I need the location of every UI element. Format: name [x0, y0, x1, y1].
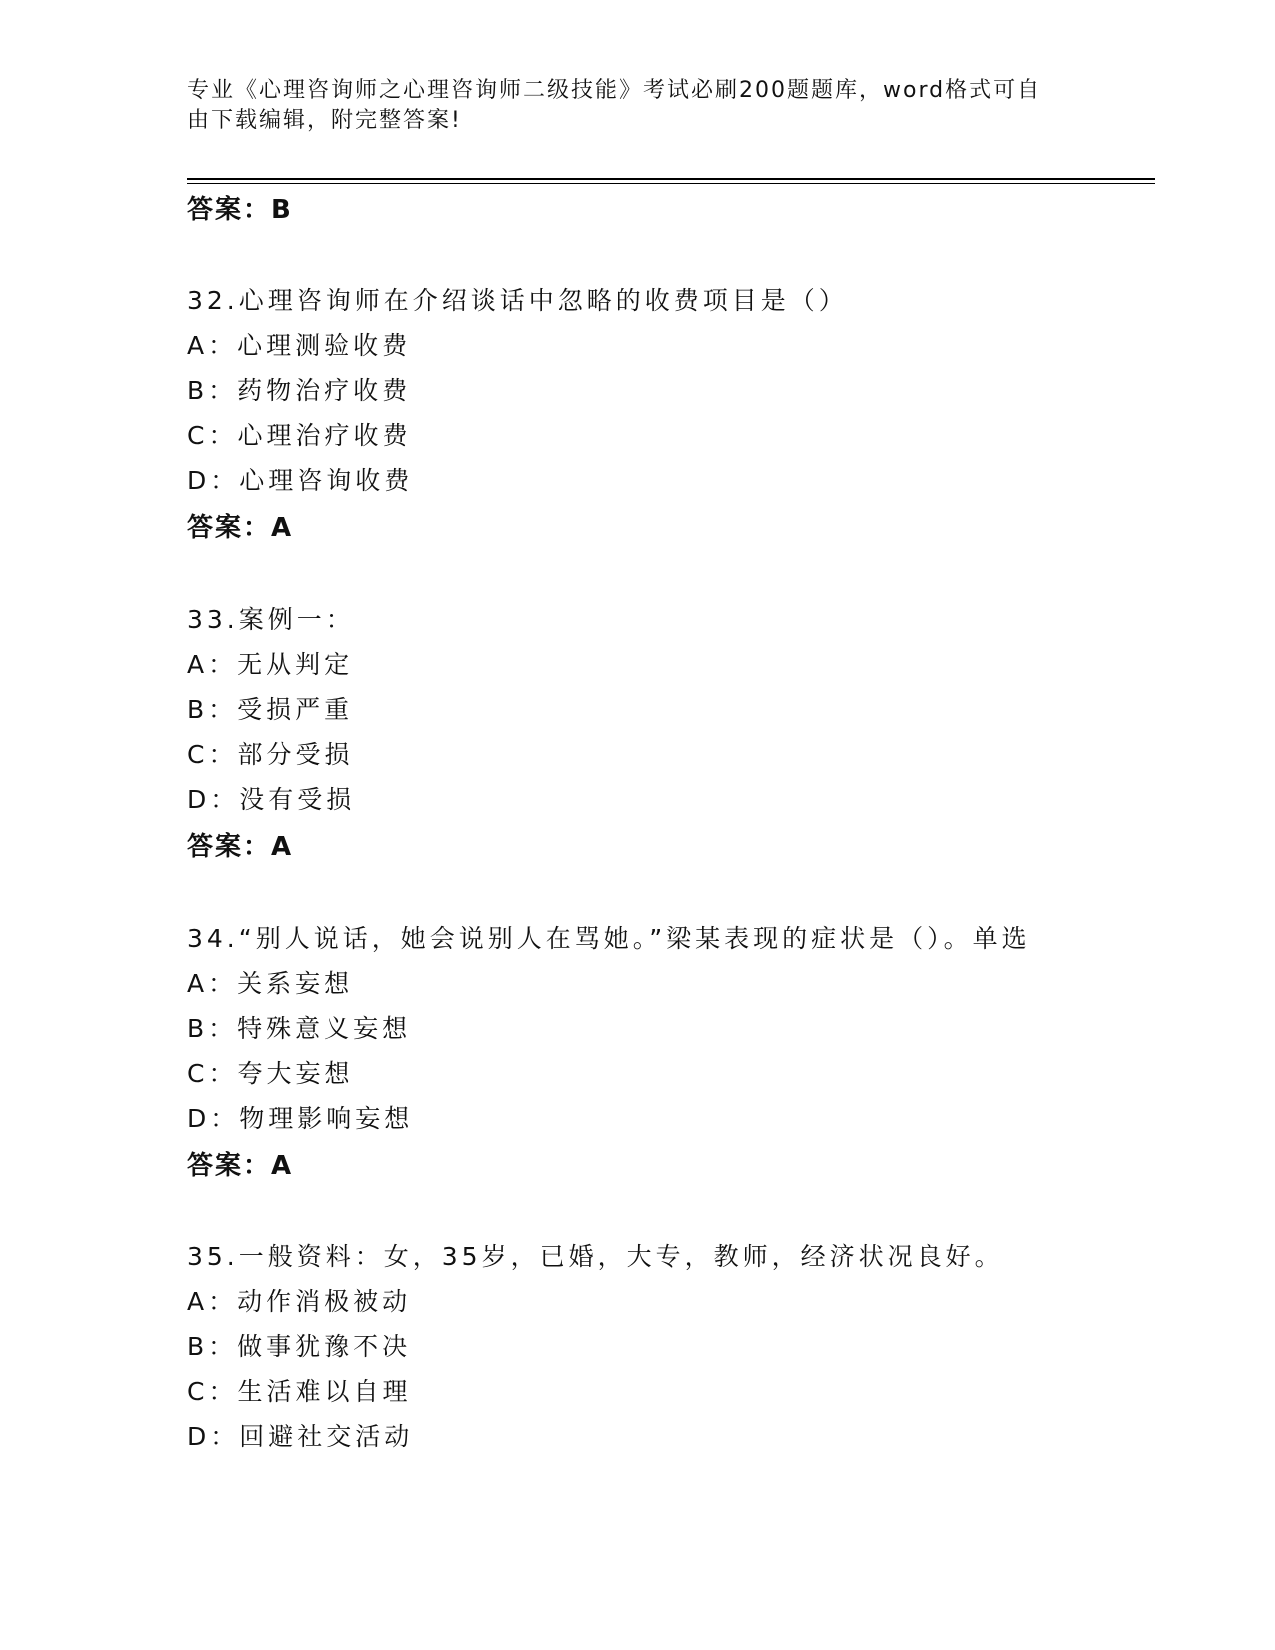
header-rule-bottom: [187, 183, 1155, 184]
option-c: C：心理治疗收费: [187, 421, 412, 450]
option-c: C：生活难以自理: [187, 1377, 412, 1406]
answer-line: 答案：B: [187, 195, 293, 225]
option-b: B：特殊意义妄想: [187, 1014, 412, 1043]
header-line-1: 专业《心理咨询师之心理咨询师二级技能》考试必刷200题题库，word格式可自: [187, 78, 1042, 103]
option-a: A：动作消极被动: [187, 1287, 412, 1316]
header-line-2: 由下载编辑，附完整答案!: [187, 108, 462, 133]
answer-line: 答案：A: [187, 513, 294, 543]
option-a: A：心理测验收费: [187, 331, 412, 360]
option-b: B：药物治疗收费: [187, 376, 412, 405]
option-b: B：做事犹豫不决: [187, 1332, 412, 1361]
option-c: C：夸大妄想: [187, 1059, 354, 1088]
option-b: B：受损严重: [187, 695, 354, 724]
question-stem: 34.“别人说话，她会说别人在骂她。”梁某表现的症状是（）。单选: [187, 924, 1031, 953]
answer-line: 答案：A: [187, 1151, 294, 1181]
question-stem: 32.心理咨询师在介绍谈话中忽略的收费项目是（）: [187, 286, 848, 315]
question-stem: 33.案例一：: [187, 605, 355, 634]
option-a: A：关系妄想: [187, 969, 354, 998]
option-d: D：心理咨询收费: [187, 466, 414, 495]
option-d: D：物理影响妄想: [187, 1104, 414, 1133]
option-d: D：没有受损: [187, 785, 356, 814]
question-stem: 35.一般资料：女，35岁，已婚，大专，教师，经济状况良好。: [187, 1242, 1004, 1271]
option-d: D：回避社交活动: [187, 1422, 414, 1451]
option-c: C：部分受损: [187, 740, 354, 769]
header-rule-top: [187, 178, 1155, 180]
answer-line: 答案：A: [187, 832, 294, 862]
option-a: A：无从判定: [187, 650, 354, 679]
